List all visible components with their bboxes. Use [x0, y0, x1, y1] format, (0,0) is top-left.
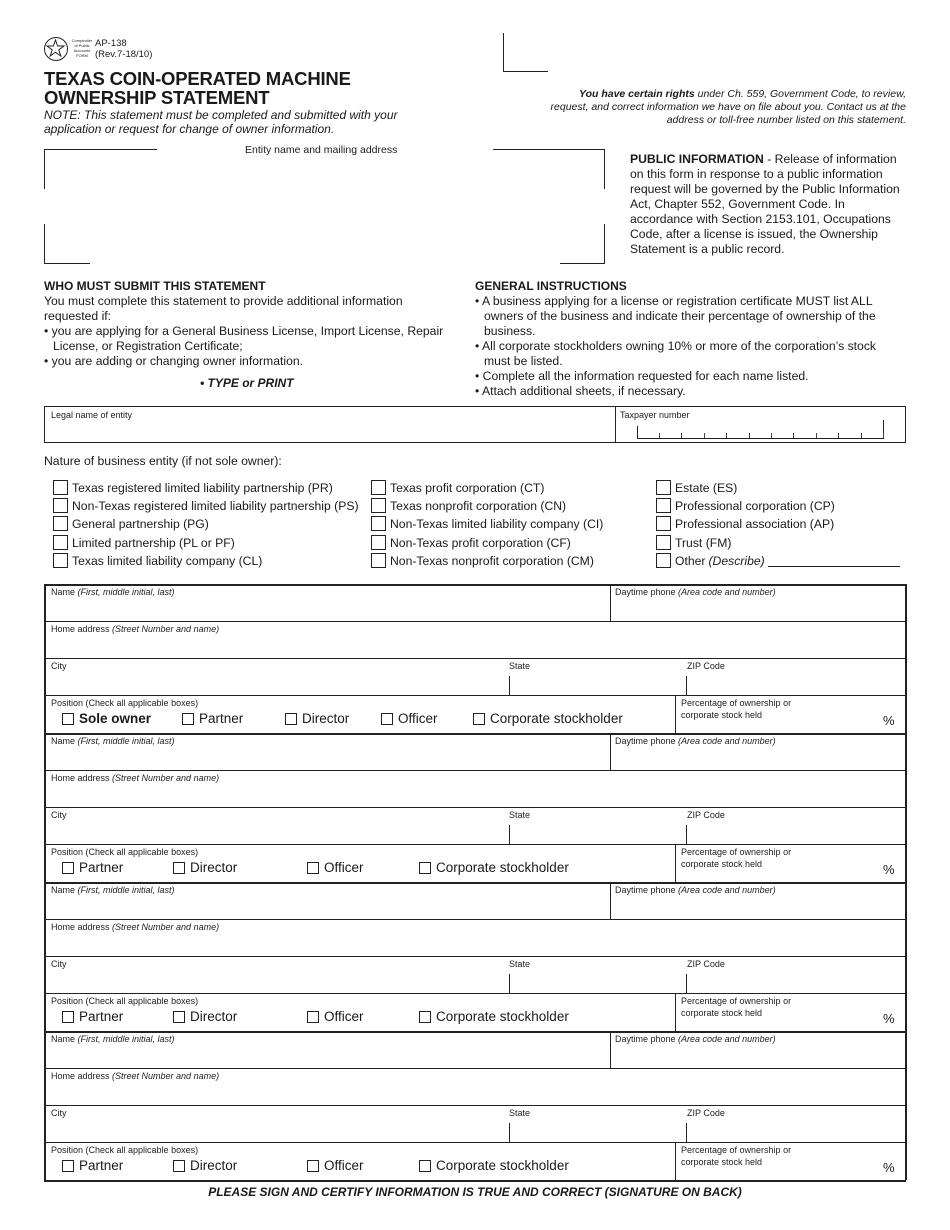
who-bullet-1: • you are applying for a General Business License, Import License, Repair License, or Registration Certificate;: [44, 324, 444, 353]
taxpayer-number-label: Taxpayer number: [620, 410, 690, 420]
owner-position-label: Position (Check all applicable boxes): [51, 996, 199, 1006]
owner-city-label: City: [51, 959, 67, 969]
form-number-block: [95, 38, 152, 60]
owner-pct-label-1: Percentage of ownership or: [681, 1145, 792, 1155]
position-checkbox[interactable]: [62, 713, 74, 725]
owner-name-label-text: Name: [51, 1034, 78, 1044]
owner-position-label: Position (Check all applicable boxes): [51, 847, 199, 857]
owner-name-hint: (First, middle initial, last): [77, 736, 175, 746]
owner-zip-divider: [686, 974, 687, 993]
gi-bullet-1: • A business applying for a license or registration certificate MUST list ALL owners of the business and indicate their percentage of ownership of the business.: [475, 294, 876, 338]
nature-other-describe: (Describe): [708, 553, 765, 568]
legal-name-input[interactable]: [46, 420, 612, 440]
nature-option-pg[interactable]: [53, 516, 209, 531]
legal-name-label: Legal name of entity: [51, 410, 133, 420]
nature-checkbox[interactable]: [371, 516, 386, 531]
owner-pct-symbol: %: [883, 1011, 895, 1026]
owner-address-label-text: Home address: [51, 922, 113, 932]
owner-name-input[interactable]: [47, 1046, 607, 1066]
taxpayer-digit-tick: [816, 433, 817, 438]
owner-city-label: City: [51, 810, 67, 820]
owner-row-line: [44, 658, 905, 659]
owner-position-option[interactable]: [62, 1009, 123, 1024]
owner-pct-label-2: corporate stock held: [681, 859, 763, 869]
owner-address-hint: (Street Number and name): [112, 922, 220, 932]
owner-address-label-text: Home address: [51, 1071, 113, 1081]
owner-position-option[interactable]: [173, 1158, 237, 1173]
submission-note: NOTE: This statement must be completed and submitted with your application or request for change of owner information.: [44, 108, 398, 136]
nature-other-label: Other: [675, 553, 706, 568]
nature-checkbox[interactable]: [53, 516, 68, 531]
nature-option-other[interactable]: [656, 553, 900, 568]
owner-state-input[interactable]: [511, 1120, 681, 1140]
nature-option-es[interactable]: [656, 480, 737, 495]
position-label: Partner: [79, 1009, 124, 1024]
nature-checkbox[interactable]: [656, 535, 671, 550]
owner-phone-label-text: Daytime phone: [615, 736, 679, 746]
nature-option-label: Non-Texas limited liability company (CI): [390, 516, 604, 531]
owner-address-label: [51, 624, 219, 634]
owner-address-hint: (Street Number and name): [112, 1071, 220, 1081]
owner-phone-label-text: Daytime phone: [615, 587, 679, 597]
nature-checkbox[interactable]: [53, 553, 68, 568]
taxpayer-digit-tick: [704, 433, 705, 438]
position-label: Director: [302, 711, 350, 726]
nature-checkbox[interactable]: [371, 480, 386, 495]
general-instructions-heading: GENERAL INSTRUCTIONS: [475, 279, 627, 293]
nature-option-label: Non-Texas profit corporation (CF): [390, 535, 571, 550]
owner-row-line: [44, 844, 905, 845]
owner-phone-divider: [610, 733, 611, 770]
owner-zip-label: ZIP Code: [687, 810, 725, 820]
nature-option-ci[interactable]: [371, 516, 603, 531]
gi-bullet-4: • Attach additional sheets, if necessary.: [475, 384, 686, 398]
entity-address-label: Entity name and mailing address: [245, 144, 398, 156]
owner-position-option[interactable]: [419, 1009, 569, 1024]
owner-position-option[interactable]: [173, 1009, 237, 1024]
position-checkbox[interactable]: [307, 862, 319, 874]
owner-state-label: State: [509, 1108, 531, 1118]
owner-pct-symbol: %: [883, 1160, 895, 1175]
owner-zip-input[interactable]: [688, 673, 903, 693]
owner-state-input[interactable]: [511, 673, 681, 693]
owner-position-label: Position (Check all applicable boxes): [51, 1145, 199, 1155]
taxpayer-digit-tick: [838, 433, 839, 438]
comptroller-seal-icon: [44, 37, 68, 61]
nature-option-fm[interactable]: [656, 535, 731, 550]
taxpayer-digit-tick: [771, 433, 772, 438]
owner-city-input[interactable]: [47, 1120, 505, 1140]
nature-option-ps[interactable]: [53, 498, 359, 513]
owner-pct-divider: [675, 844, 676, 882]
owner-name-label: [51, 1034, 175, 1044]
owner-pct-label-1: Percentage of ownership or: [681, 847, 792, 857]
owner-state-label: State: [509, 661, 531, 671]
position-checkbox[interactable]: [62, 1011, 74, 1023]
owner-name-input[interactable]: [47, 748, 607, 768]
owner-pct-divider: [675, 695, 676, 733]
nature-checkbox[interactable]: [371, 535, 386, 550]
owner-pct-label-2: corporate stock held: [681, 1008, 763, 1018]
nature-checkbox[interactable]: [656, 516, 671, 531]
owner-phone-label: [615, 736, 776, 746]
nature-checkbox[interactable]: [656, 498, 671, 513]
owner-row-line: [44, 770, 905, 771]
position-checkbox[interactable]: [307, 1160, 319, 1172]
nature-option-label: Texas nonprofit corporation (CN): [390, 498, 567, 513]
nature-option-label: Texas registered limited liability partnership (PR): [72, 480, 333, 495]
owner-address-label: [51, 922, 219, 932]
owner-name-input[interactable]: [47, 897, 607, 917]
owner-row-line: [44, 807, 905, 808]
seal-caption: Comptroller of Public Accounts FORM: [71, 38, 93, 58]
position-checkbox[interactable]: [173, 1011, 185, 1023]
owner-name-label-text: Name: [51, 885, 78, 895]
owner-name-label: [51, 885, 175, 895]
owner-state-divider: [509, 1123, 510, 1142]
owner-city-input[interactable]: [47, 822, 505, 842]
owner-zip-divider: [686, 676, 687, 695]
owner-address-hint: (Street Number and name): [112, 624, 220, 634]
position-checkbox[interactable]: [419, 1011, 431, 1023]
owner-phone-hint: (Area code and number): [678, 1034, 776, 1044]
nature-other-input[interactable]: [768, 555, 900, 567]
owner-row-line: [44, 1142, 905, 1143]
owner-zip-divider: [686, 825, 687, 844]
taxpayer-left-edge: [637, 426, 638, 439]
position-checkbox[interactable]: [381, 713, 393, 725]
owner-position-option[interactable]: [307, 1158, 364, 1173]
position-label: Director: [190, 860, 238, 875]
owner-position-option[interactable]: [62, 1158, 123, 1173]
owner-pct-input[interactable]: [760, 1159, 875, 1177]
entity-corner-tl: [44, 149, 157, 189]
owner-border-bottom: [44, 1180, 906, 1182]
owner-zip-label: ZIP Code: [687, 959, 725, 969]
owner-border-right: [905, 882, 907, 1031]
owner-name-hint: (First, middle initial, last): [77, 1034, 175, 1044]
position-checkbox[interactable]: [62, 1160, 74, 1172]
owner-position-option[interactable]: [419, 1158, 569, 1173]
owner-row-line: [44, 1068, 905, 1069]
nature-checkbox[interactable]: [53, 480, 68, 495]
nature-option-ct[interactable]: [371, 480, 544, 495]
position-label: Corporate stockholder: [436, 860, 569, 875]
taxpayer-digit-tick: [861, 433, 862, 438]
owner-phone-divider: [610, 882, 611, 919]
owner-address-input[interactable]: [47, 1083, 902, 1103]
owner-name-hint: (First, middle initial, last): [77, 885, 175, 895]
owner-address-hint: (Street Number and name): [112, 773, 220, 783]
owner-state-label: State: [509, 959, 531, 969]
form-number: AP-138: [95, 38, 127, 49]
rights-bold: You have certain rights: [578, 88, 695, 100]
owner-border-top: [44, 584, 906, 586]
owner-pct-input[interactable]: [760, 861, 875, 879]
gi-bullet-3: • Complete all the information requested for each name listed.: [475, 369, 809, 383]
owner-pct-input[interactable]: [760, 712, 875, 730]
position-label: Officer: [398, 711, 438, 726]
owner-row-line: [44, 1105, 905, 1106]
owner-row-line: [44, 695, 905, 696]
owner-pct-divider: [675, 1142, 676, 1180]
owner-position-option[interactable]: [473, 711, 623, 726]
owner-phone-label-text: Daytime phone: [615, 885, 679, 895]
legal-divider: [615, 407, 616, 442]
nature-option-cp[interactable]: [656, 498, 835, 513]
owner-city-label: City: [51, 661, 67, 671]
owner-state-divider: [509, 825, 510, 844]
owner-position-option[interactable]: [307, 1009, 364, 1024]
taxpayer-digit-tick: [681, 433, 682, 438]
public-information-notice: [630, 152, 910, 257]
nature-checkbox[interactable]: [53, 498, 68, 513]
owner-border-right: [905, 584, 907, 733]
owner-pct-label-2: corporate stock held: [681, 710, 763, 720]
owner-phone-input[interactable]: [613, 897, 903, 917]
owner-border-right: [905, 733, 907, 882]
owner-position-option[interactable]: [285, 711, 349, 726]
owner-position-option[interactable]: [173, 860, 237, 875]
owner-position-option[interactable]: [62, 860, 123, 875]
position-label: Officer: [324, 1009, 364, 1024]
owner-position-option[interactable]: [182, 711, 243, 726]
nature-option-label: Professional corporation (CP): [675, 498, 835, 513]
certification-footer: PLEASE SIGN AND CERTIFY INFORMATION IS TRUE AND CORRECT (SIGNATURE ON BACK): [208, 1185, 742, 1199]
owner-zip-input[interactable]: [688, 1120, 903, 1140]
nature-option-cm[interactable]: [371, 553, 594, 568]
position-label: Corporate stockholder: [490, 711, 623, 726]
who-must-submit-heading: WHO MUST SUBMIT THIS STATEMENT: [44, 279, 266, 293]
position-checkbox[interactable]: [285, 713, 297, 725]
gi-bullet-2: • All corporate stockholders owning 10% or more of the corporation’s stock must be listed.: [475, 339, 877, 368]
owner-phone-hint: (Area code and number): [678, 885, 776, 895]
owner-zip-input[interactable]: [688, 971, 903, 991]
owner-phone-label: [615, 1034, 776, 1044]
owner-position-label: Position (Check all applicable boxes): [51, 698, 199, 708]
position-checkbox[interactable]: [419, 1160, 431, 1172]
position-checkbox[interactable]: [473, 713, 485, 725]
position-label: Sole owner: [79, 711, 152, 726]
owner-address-label-text: Home address: [51, 624, 113, 634]
owner-address-label: [51, 773, 219, 783]
owner-border-top: [44, 882, 906, 884]
taxpayer-digit-tick: [749, 433, 750, 438]
type-or-print: • TYPE or PRINT: [200, 376, 294, 390]
taxpayer-number-input[interactable]: [637, 419, 883, 439]
nature-option-ap[interactable]: [656, 516, 834, 531]
owner-zip-divider: [686, 1123, 687, 1142]
owner-pct-input[interactable]: [760, 1010, 875, 1028]
position-checkbox[interactable]: [173, 1160, 185, 1172]
owner-name-label: [51, 736, 175, 746]
owner-phone-input[interactable]: [613, 748, 903, 768]
nature-heading: Nature of business entity (if not sole owner):: [44, 454, 282, 468]
position-label: Officer: [324, 860, 364, 875]
owner-phone-label-text: Daytime phone: [615, 1034, 679, 1044]
owner-pct-label-2: corporate stock held: [681, 1157, 763, 1167]
nature-option-label: General partnership (PG): [72, 516, 209, 531]
corner-mark: [503, 33, 548, 72]
taxpayer-digit-tick: [883, 433, 884, 438]
owner-phone-input[interactable]: [613, 1046, 903, 1066]
nature-option-label: Non-Texas nonprofit corporation (CM): [390, 553, 594, 568]
owner-position-option[interactable]: [381, 711, 438, 726]
owner-phone-input[interactable]: [613, 599, 903, 619]
owner-phone-divider: [610, 1031, 611, 1068]
position-label: Director: [190, 1158, 238, 1173]
nature-option-pl[interactable]: [53, 535, 235, 550]
owner-position-option[interactable]: [62, 711, 151, 726]
nature-option-label: Texas limited liability company (CL): [72, 553, 263, 568]
owner-city-label: City: [51, 1108, 67, 1118]
position-label: Corporate stockholder: [436, 1009, 569, 1024]
owner-phone-divider: [610, 584, 611, 621]
nature-option-label: Trust (FM): [675, 535, 732, 550]
owner-zip-label: ZIP Code: [687, 1108, 725, 1118]
nature-option-label: Texas profit corporation (CT): [390, 480, 545, 495]
owner-state-divider: [509, 676, 510, 695]
owner-row-line: [44, 993, 905, 994]
nature-option-label: Non-Texas registered limited liability partnership (PS): [72, 498, 359, 513]
nature-checkbox[interactable]: [656, 553, 671, 568]
nature-checkbox[interactable]: [371, 553, 386, 568]
who-must-submit-text: [44, 294, 459, 369]
pubinfo-bold: PUBLIC INFORMATION: [630, 152, 764, 166]
rights-text: under Ch. 559, Government Code, to review, request, and correct information we have on file about you. Contact us at the address or toll-free number listed on this statement.: [550, 88, 906, 126]
nature-checkbox[interactable]: [53, 535, 68, 550]
nature-option-cn[interactable]: [371, 498, 566, 513]
who-intro: You must complete this statement to provide additional information requested if:: [44, 294, 403, 323]
nature-option-label: Professional association (AP): [675, 516, 835, 531]
nature-option-label: Estate (ES): [675, 480, 738, 495]
owner-zip-input[interactable]: [688, 822, 903, 842]
position-label: Officer: [324, 1158, 364, 1173]
owner-row-line: [44, 621, 905, 622]
taxpayer-digit-tick: [726, 433, 727, 438]
owner-phone-hint: (Area code and number): [678, 736, 776, 746]
owner-pct-label-1: Percentage of ownership or: [681, 698, 792, 708]
owner-row-line: [44, 919, 905, 920]
nature-option-label: Limited partnership (PL or PF): [72, 535, 235, 550]
position-label: Director: [190, 1009, 238, 1024]
owner-name-hint: (First, middle initial, last): [77, 587, 175, 597]
owner-address-input[interactable]: [47, 934, 902, 954]
owner-state-input[interactable]: [511, 971, 681, 991]
owner-border-top: [44, 1031, 906, 1033]
position-checkbox[interactable]: [62, 862, 74, 874]
page-title: [44, 69, 474, 107]
owner-city-input[interactable]: [47, 673, 505, 693]
position-label: Partner: [79, 1158, 124, 1173]
position-checkbox[interactable]: [182, 713, 194, 725]
owner-name-label-text: Name: [51, 736, 78, 746]
who-bullet-2: • you are adding or changing owner information.: [44, 354, 304, 368]
position-checkbox[interactable]: [419, 862, 431, 874]
rights-notice: [550, 88, 906, 127]
owner-pct-symbol: %: [883, 862, 895, 877]
entity-corner-br: [560, 224, 605, 264]
owner-address-label: [51, 1071, 219, 1081]
owner-state-divider: [509, 974, 510, 993]
owner-pct-label-1: Percentage of ownership or: [681, 996, 792, 1006]
nature-option-cf[interactable]: [371, 535, 571, 550]
position-checkbox[interactable]: [173, 862, 185, 874]
entity-corner-tr: [493, 149, 605, 189]
owner-address-input[interactable]: [47, 785, 902, 805]
owner-zip-label: ZIP Code: [687, 661, 725, 671]
position-label: Corporate stockholder: [436, 1158, 569, 1173]
title-line1: TEXAS COIN-OPERATED MACHINE: [44, 68, 351, 89]
owner-row-line: [44, 956, 905, 957]
owner-phone-label: [615, 587, 776, 597]
nature-checkbox[interactable]: [371, 498, 386, 513]
owner-name-input[interactable]: [47, 599, 607, 619]
nature-checkbox[interactable]: [656, 480, 671, 495]
title-line2: OWNERSHIP STATEMENT: [44, 87, 270, 108]
nature-option-pr[interactable]: [53, 480, 333, 495]
owner-position-option[interactable]: [419, 860, 569, 875]
form-revision: (Rev.7-18/10): [95, 49, 153, 60]
owner-phone-hint: (Area code and number): [678, 587, 776, 597]
taxpayer-digit-tick: [793, 433, 794, 438]
owner-pct-symbol: %: [883, 713, 895, 728]
general-instructions-text: [475, 294, 895, 399]
taxpayer-baseline: [637, 438, 883, 439]
owner-border-top: [44, 733, 906, 735]
owner-state-label: State: [509, 810, 531, 820]
owner-name-label: [51, 587, 175, 597]
entity-corner-bl: [44, 224, 90, 264]
owner-name-label-text: Name: [51, 587, 78, 597]
position-label: Partner: [199, 711, 244, 726]
owner-pct-divider: [675, 993, 676, 1031]
owner-address-input[interactable]: [47, 636, 902, 656]
position-label: Partner: [79, 860, 124, 875]
taxpayer-digit-tick: [659, 433, 660, 438]
owner-address-label-text: Home address: [51, 773, 113, 783]
owner-state-input[interactable]: [511, 822, 681, 842]
position-checkbox[interactable]: [307, 1011, 319, 1023]
owner-phone-label: [615, 885, 776, 895]
owner-position-option[interactable]: [307, 860, 364, 875]
nature-option-cl[interactable]: [53, 553, 262, 568]
owner-city-input[interactable]: [47, 971, 505, 991]
owner-border-right: [905, 1031, 907, 1180]
pubinfo-text: - Release of information on this form in response to a public information request will be governed by the Public Information Act, Chapter 552, Government Code. In accordance with Section 2153.101, Occupations Code, after a license is issued, the Ownership Statement is a public record.: [630, 152, 900, 256]
